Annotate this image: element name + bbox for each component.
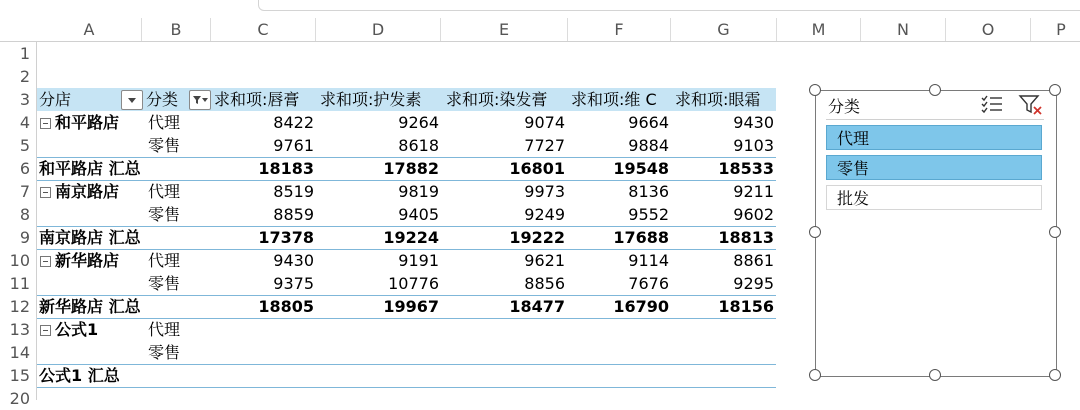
value-cell[interactable]: 8856 (524, 274, 565, 293)
value-cell[interactable]: 9264 (398, 113, 439, 132)
value-cell[interactable]: 8618 (398, 136, 439, 155)
row-header-7[interactable]: 7 (19, 182, 30, 201)
resize-handle-bottom-left[interactable] (809, 369, 821, 381)
pivot-header-hair[interactable]: 求和项:护发素 (320, 90, 422, 109)
col-header-g[interactable]: G (717, 20, 730, 39)
col-header-c[interactable]: C (257, 20, 269, 39)
col-header-a[interactable]: A (83, 20, 95, 39)
value-cell[interactable]: 9074 (524, 113, 565, 132)
row-header-13[interactable]: 13 (9, 320, 30, 339)
formula-bar[interactable] (258, 0, 1080, 11)
resize-handle-top[interactable] (929, 84, 941, 96)
value-cell[interactable]: 9552 (628, 205, 669, 224)
row-header-5[interactable]: 5 (19, 136, 30, 155)
pivot-header-lip[interactable]: 求和项:唇膏 (214, 90, 300, 109)
pivot-header-category[interactable]: 分类 (146, 90, 179, 109)
category-cell[interactable]: 零售 (148, 136, 181, 155)
value-cell[interactable]: 9211 (733, 182, 774, 201)
pivot-header-store[interactable]: 分店 (39, 90, 72, 109)
category-cell[interactable]: 零售 (148, 274, 181, 293)
category-cell[interactable]: 代理 (148, 251, 181, 270)
subtotal-label[interactable]: 和平路店 汇总 (39, 159, 141, 178)
value-cell[interactable]: 10776 (388, 274, 439, 293)
subtotal-value[interactable]: 18533 (718, 159, 774, 178)
collapse-icon[interactable] (40, 256, 51, 267)
subtotal-label[interactable]: 南京路店 汇总 (39, 228, 141, 247)
row-header-2[interactable]: 2 (19, 67, 30, 86)
subtotal-value[interactable]: 18183 (258, 159, 314, 178)
row-header-9[interactable]: 9 (19, 228, 30, 247)
slicer-item-wholesale[interactable]: 批发 (826, 185, 1042, 210)
value-cell[interactable]: 9295 (733, 274, 774, 293)
pivot-header-dye[interactable]: 求和项:染发膏 (446, 90, 548, 109)
subtotal-value[interactable]: 19967 (383, 297, 439, 316)
row-header-1[interactable]: 1 (19, 44, 30, 63)
category-cell[interactable]: 代理 (148, 113, 181, 132)
value-cell[interactable]: 9375 (273, 274, 314, 293)
value-cell[interactable]: 8422 (273, 113, 314, 132)
category-cell[interactable]: 零售 (148, 205, 181, 224)
col-header-p[interactable]: P (1056, 20, 1066, 39)
resize-handle-left[interactable] (809, 226, 821, 238)
value-cell[interactable]: 8859 (273, 205, 314, 224)
row-header-14[interactable]: 14 (9, 343, 30, 362)
value-cell[interactable]: 9191 (398, 251, 439, 270)
value-cell[interactable]: 9761 (273, 136, 314, 155)
subtotal-value[interactable]: 18805 (258, 297, 314, 316)
resize-handle-bottom[interactable] (929, 369, 941, 381)
col-header-o[interactable]: O (981, 20, 995, 39)
subtotal-line (37, 364, 776, 365)
row-header-4[interactable]: 4 (19, 113, 30, 132)
value-cell[interactable]: 9602 (733, 205, 774, 224)
value-cell[interactable]: 9405 (398, 205, 439, 224)
value-cell[interactable]: 7727 (524, 136, 565, 155)
filter-applied-icon (190, 91, 210, 109)
row-header-12[interactable]: 12 (9, 297, 30, 316)
value-cell[interactable]: 9430 (733, 113, 774, 132)
store-name[interactable]: 和平路店 (55, 113, 120, 132)
row-header-8[interactable]: 8 (19, 205, 30, 224)
category-filter-button[interactable] (189, 90, 211, 110)
slicer-item-retail[interactable]: 零售 (826, 155, 1042, 180)
value-cell[interactable]: 9884 (628, 136, 669, 155)
row-header-20[interactable]: 20 (9, 389, 30, 408)
subtotal-line (37, 387, 776, 388)
row-header-3[interactable]: 3 (19, 90, 30, 109)
pivot-header-vitc[interactable]: 求和项:维 C (571, 90, 657, 109)
subtotal-value[interactable]: 16801 (509, 159, 565, 178)
collapse-icon[interactable] (40, 118, 51, 129)
row-header-6[interactable]: 6 (19, 159, 30, 178)
row-header-11[interactable]: 11 (9, 274, 30, 293)
subtotal-value[interactable]: 18813 (718, 228, 774, 247)
value-cell[interactable]: 8519 (273, 182, 314, 201)
col-header-f[interactable]: F (614, 20, 624, 39)
col-header-n[interactable]: N (897, 20, 909, 39)
collapse-icon[interactable] (40, 325, 51, 336)
resize-handle-bottom-right[interactable] (1049, 369, 1061, 381)
value-cell[interactable]: 9114 (628, 251, 669, 270)
subtotal-value[interactable]: 19222 (509, 228, 565, 247)
subtotal-value[interactable]: 17378 (258, 228, 314, 247)
multi-select-icon[interactable] (980, 93, 1004, 115)
subtotal-value[interactable]: 19548 (613, 159, 669, 178)
store-filter-button[interactable] (121, 90, 143, 110)
subtotal-value[interactable]: 19224 (383, 228, 439, 247)
slicer-panel[interactable] (815, 90, 1057, 377)
header-divider (0, 41, 1080, 42)
value-cell[interactable]: 9621 (524, 251, 565, 270)
dropdown-arrow-icon (122, 91, 142, 109)
value-cell[interactable]: 9103 (733, 136, 774, 155)
subtotal-value[interactable]: 17688 (613, 228, 669, 247)
row-header-10[interactable]: 10 (9, 251, 30, 270)
value-cell[interactable]: 9249 (524, 205, 565, 224)
store-name[interactable]: 新华路店 (55, 251, 120, 270)
subtotal-value[interactable]: 18156 (718, 297, 774, 316)
value-cell[interactable]: 9973 (524, 182, 565, 201)
subtotal-value[interactable]: 16790 (613, 297, 669, 316)
category-cell[interactable]: 零售 (148, 343, 181, 362)
value-cell[interactable]: 9819 (398, 182, 439, 201)
category-cell[interactable]: 代理 (148, 320, 181, 339)
value-cell[interactable]: 8136 (628, 182, 669, 201)
store-name[interactable]: 南京路店 (55, 182, 120, 201)
col-header-b[interactable]: B (170, 20, 182, 39)
value-cell[interactable]: 9664 (628, 113, 669, 132)
col-header-e[interactable]: E (498, 20, 510, 39)
subtotal-value[interactable]: 17882 (383, 159, 439, 178)
col-header-m[interactable]: M (811, 20, 826, 39)
store-name[interactable]: 公式1 (55, 320, 99, 339)
row-header-15[interactable]: 15 (9, 366, 30, 385)
resize-handle-top-right[interactable] (1049, 84, 1061, 96)
category-cell[interactable]: 代理 (148, 182, 181, 201)
subtotal-label[interactable]: 新华路店 汇总 (39, 297, 141, 316)
value-cell[interactable]: 8861 (733, 251, 774, 270)
col-header-d[interactable]: D (371, 20, 385, 39)
value-cell[interactable]: 9430 (273, 251, 314, 270)
slicer-title: 分类 (828, 97, 861, 116)
subtotal-value[interactable]: 18477 (509, 297, 565, 316)
collapse-icon[interactable] (40, 187, 51, 198)
resize-handle-right[interactable] (1049, 226, 1061, 238)
value-cell[interactable]: 7676 (628, 274, 669, 293)
pivot-header-eye[interactable]: 求和项:眼霜 (675, 90, 761, 109)
slicer-item-agent[interactable]: 代理 (826, 125, 1042, 150)
row-headers (0, 42, 37, 408)
slicer-divider (826, 119, 1044, 120)
clear-filter-icon[interactable] (1018, 93, 1044, 117)
resize-handle-top-left[interactable] (809, 84, 821, 96)
subtotal-label[interactable]: 公式1 汇总 (39, 366, 120, 385)
